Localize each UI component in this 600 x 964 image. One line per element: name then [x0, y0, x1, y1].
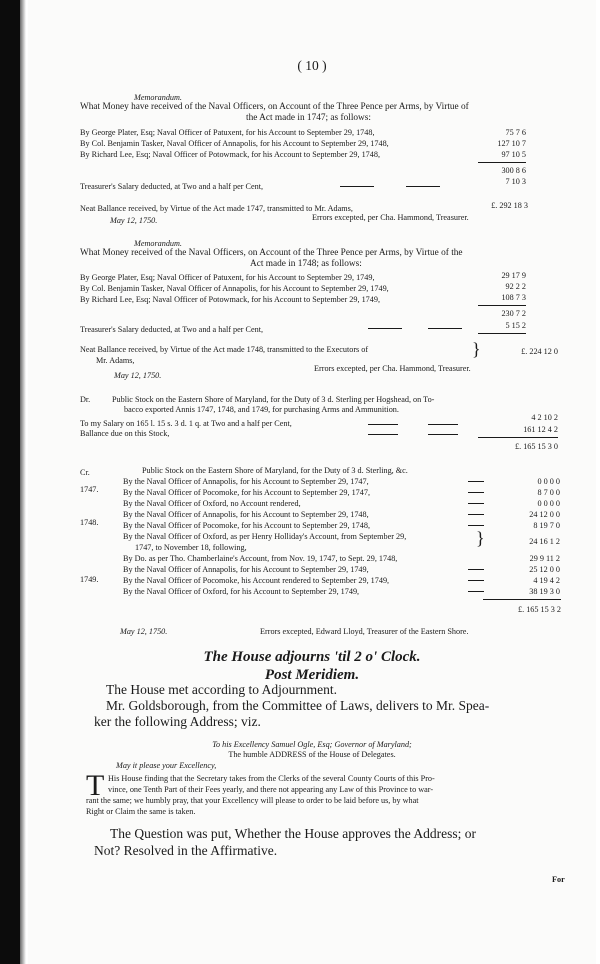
- cr-row-amount: 29 9 11 2: [529, 554, 560, 563]
- dr-balance-amount: 161 12 4 2: [523, 425, 558, 434]
- cr-row-text: By the Naval Officer of Annapolis, for his Account to September 29, 1748,: [123, 510, 369, 519]
- question-line2: Not? Resolved in the Affirmative.: [94, 843, 278, 858]
- cr-date: May 12, 1750.: [120, 627, 168, 636]
- memo1-errors: Errors excepted, per Cha. Hammond, Treasurer.: [312, 213, 469, 222]
- cr-row-text: By Do. as per Tho. Chamberlaine's Account, from Nov. 19, 1747, to Sept. 29, 1748,: [123, 554, 398, 563]
- goldsborough-line2: ker the following Address; viz.: [94, 714, 261, 729]
- memo1-intro-line2: the Act made in 1747; as follows:: [246, 113, 371, 123]
- memo1-sum-rule: [478, 162, 526, 163]
- memo2-salary-rule: [478, 333, 526, 334]
- leader-dash: [428, 424, 458, 425]
- cr-year-1747: 1747.: [80, 485, 99, 494]
- cr-row-text: By the Naval Officer of Pocomoke, for his Account to September 29, 1747,: [123, 488, 371, 497]
- cr-row-amount: 38 19 3 0: [529, 587, 560, 596]
- question-line1: The Question was put, Whether the House approves the Address; or: [110, 826, 477, 841]
- catchword: For: [552, 875, 565, 884]
- dr-salary-text: To my Salary on 165 l. 15 s. 3 d. 1 q. at Two and a half per Cent,: [80, 419, 292, 428]
- memo2-intro-line2: Act made in 1748; as follows:: [250, 259, 362, 269]
- dr-sum-rule: [478, 437, 558, 438]
- dr-label: Dr.: [80, 395, 91, 404]
- address-body-line1: His House finding that the Secretary takes from the Clerks of the several County Courts of this Pro-: [108, 774, 435, 783]
- leader-dash: [368, 424, 398, 425]
- address-body-line4: Right or Claim the same is taken.: [86, 807, 196, 816]
- cr-total: £. 165 15 3 2: [518, 605, 561, 614]
- leader-dash: [468, 481, 484, 482]
- memo1-date: May 12, 1750.: [110, 216, 158, 225]
- document-page: [28, 0, 596, 964]
- memo2-row-amount: 92 2 2: [505, 282, 526, 291]
- address-title: The humble ADDRESS of the House of Delegates.: [228, 750, 396, 759]
- memo2-salary-text: Treasurer's Salary deducted, at Two and a half per Cent,: [80, 325, 264, 334]
- house-met-text: The House met according to Adjournment.: [106, 682, 337, 697]
- cr-row-text: By the Naval Officer of Annapolis, for his Account to September 29, 1749,: [123, 565, 369, 574]
- memo1-salary-text: Treasurer's Salary deducted, at Two and a half per Cent,: [80, 182, 264, 191]
- cr-row-text: 1747, to November 18, following,: [135, 543, 247, 552]
- leader-dash: [428, 434, 458, 435]
- leader-dash: [468, 492, 484, 493]
- memo1-salary-amount: 7 10 3: [505, 177, 526, 186]
- dr-text-line2: bacco exported Annis 1747, 1748, and 1749, for purchasing Arms and Ammunition.: [124, 405, 399, 414]
- scan-border-shadow: [20, 0, 26, 964]
- cr-row-text: By the Naval Officer of Oxford, as per Henry Holliday's Account, from September 29,: [123, 532, 407, 541]
- cr-year-1749: 1749.: [80, 575, 99, 584]
- cr-row-amount: 8 7 0 0: [537, 488, 560, 497]
- leader-dash: [368, 328, 402, 329]
- cr-row-text: By the Naval Officer of Oxford, no Account rendered,: [123, 499, 301, 508]
- leader-dash: [468, 525, 484, 526]
- memo1-intro-line1: What Money have received of the Naval Officers, on Account of the Three Pence per Arms, by Virtue of: [80, 102, 469, 112]
- goldsborough-line1: Mr. Goldsborough, from the Committee of Laws, delivers to Mr. Spea-: [106, 698, 490, 713]
- address-dropcap: T: [86, 769, 105, 802]
- post-meridiem-heading: Post Meridiem.: [264, 667, 360, 683]
- memo1-heading: Memorandum.: [134, 93, 182, 102]
- page-number: ( 10 ): [297, 58, 327, 73]
- leader-dash: [468, 503, 484, 504]
- cr-label: Cr.: [80, 468, 90, 477]
- address-recipient: To his Excellency Samuel Ogle, Esq; Governor of Maryland;: [212, 740, 412, 749]
- dr-total: £. 165 15 3 0: [515, 442, 558, 451]
- memo2-row-amount: 108 7 3: [501, 293, 526, 302]
- cr-row-amount: 0 0 0 0: [537, 499, 560, 508]
- memo2-subtotal: 230 7 2: [501, 309, 526, 318]
- cr-row-amount: 24 16 1 2: [529, 537, 560, 546]
- leader-dash: [468, 569, 484, 570]
- memo1-row-amount: 75 7 6: [505, 128, 526, 137]
- leader-dash: [368, 434, 398, 435]
- memo1-net-amount: £. 292 18 3: [491, 201, 528, 210]
- address-body-line3: rant the same; we humbly pray, that your Excellency will please to order to be laid before us, by what: [86, 796, 419, 805]
- cr-row-text: By the Naval Officer of Pocomoke, for his Account to September 29, 1748,: [123, 521, 371, 530]
- cr-row-amount: 24 12 0 0: [529, 510, 560, 519]
- cr-row-text: By the Naval Officer of Pocomoke, his Account rendered to September 29, 1749,: [123, 576, 390, 585]
- memo2-net-text: Neat Ballance received, by Virtue of the Act made 1748, transmitted to the Executors of: [80, 345, 369, 354]
- leader-dash: [406, 186, 440, 187]
- memo2-row-text: By Richard Lee, Esq; Naval Officer of Potowmack, for his Account to September 29, 1749,: [80, 295, 380, 304]
- dr-salary-amount: 4 2 10 2: [531, 413, 558, 422]
- cr-row-amount: 4 19 4 2: [533, 576, 560, 585]
- memo2-intro-line1: What Money received of the Naval Officers, on Account of the Three Pence per Arms, by Virtue of the: [80, 248, 463, 258]
- cr-errors: Errors excepted, Edward Lloyd, Treasurer of the Eastern Shore.: [260, 627, 469, 636]
- memo1-subtotal: 300 8 6: [501, 166, 526, 175]
- memo2-sum-rule: [478, 305, 526, 306]
- leader-dash: [428, 328, 462, 329]
- dr-balance-text: Ballance due on this Stock,: [80, 429, 170, 438]
- cr-row-text: By the Naval Officer of Annapolis, for his Account to September 29, 1747,: [123, 477, 369, 486]
- cr-row-amount: 8 19 7 0: [533, 521, 560, 530]
- memo2-row-text: By George Plater, Esq; Naval Officer of Patuxent, for his Account to September 29, 1749,: [80, 273, 375, 282]
- memo1-row-amount: 97 10 5: [501, 150, 526, 159]
- leader-dash: [340, 186, 374, 187]
- adjourn-heading: The House adjourns 'til 2 o' Clock.: [203, 649, 421, 665]
- memo1-row-text: By Richard Lee, Esq; Naval Officer of Potowmack, for his Account to September 29, 1748,: [80, 150, 380, 159]
- cr-sum-rule: [483, 599, 561, 600]
- memo1-row-text: By George Plater, Esq; Naval Officer of Patuxent, for his Account to September 29, 1748,: [80, 128, 375, 137]
- brace-icon: }: [476, 528, 485, 548]
- memo2-row-text: By Col. Benjamin Tasker, Naval Officer of Annapolis, for his Account to September 29, 1749,: [80, 284, 389, 293]
- address-body-line2: vince, one Tenth Part of their Fees yearly, and there not appearing any Law of this Province to war-: [108, 785, 434, 794]
- memo1-row-amount: 127 10 7: [497, 139, 526, 148]
- cr-heading: Public Stock on the Eastern Shore of Maryland, for the Duty of 3 d. Sterling, &c.: [142, 466, 408, 475]
- memo2-row-amount: 29 17 9: [501, 271, 526, 280]
- brace-icon: }: [472, 339, 481, 359]
- memo2-heading: Memorandum.: [134, 239, 182, 248]
- dr-text-line1: Public Stock on the Eastern Shore of Maryland, for the Duty of 3 d. Sterling per Hogshead, on To-: [112, 395, 435, 404]
- leader-dash: [468, 591, 484, 592]
- memo2-errors: Errors excepted, per Cha. Hammond, Treasurer.: [314, 364, 471, 373]
- cr-row-amount: 25 12 0 0: [529, 565, 560, 574]
- cr-row-amount: 0 0 0 0: [537, 477, 560, 486]
- cr-year-1748: 1748.: [80, 518, 99, 527]
- memo1-row-text: By Col. Benjamin Tasker, Naval Officer of Annapolis, for his Account to September 29, 1748,: [80, 139, 389, 148]
- memo2-net-text-cont: Mr. Adams,: [96, 356, 135, 365]
- cr-row-text: By the Naval Officer of Oxford, for his Account to September 29, 1749,: [123, 587, 360, 596]
- memo2-salary-amount: 5 15 2: [505, 321, 526, 330]
- address-salutation: May it please your Excellency,: [116, 761, 217, 770]
- memo2-date: May 12, 1750.: [114, 371, 162, 380]
- memo1-net-text: Neat Ballance received, by Virtue of the Act made 1747, transmitted to Mr. Adams,: [80, 204, 353, 213]
- scan-border-left: [0, 0, 20, 964]
- leader-dash: [468, 514, 484, 515]
- memo2-net-amount: £. 224 12 0: [521, 347, 558, 356]
- leader-dash: [468, 580, 484, 581]
